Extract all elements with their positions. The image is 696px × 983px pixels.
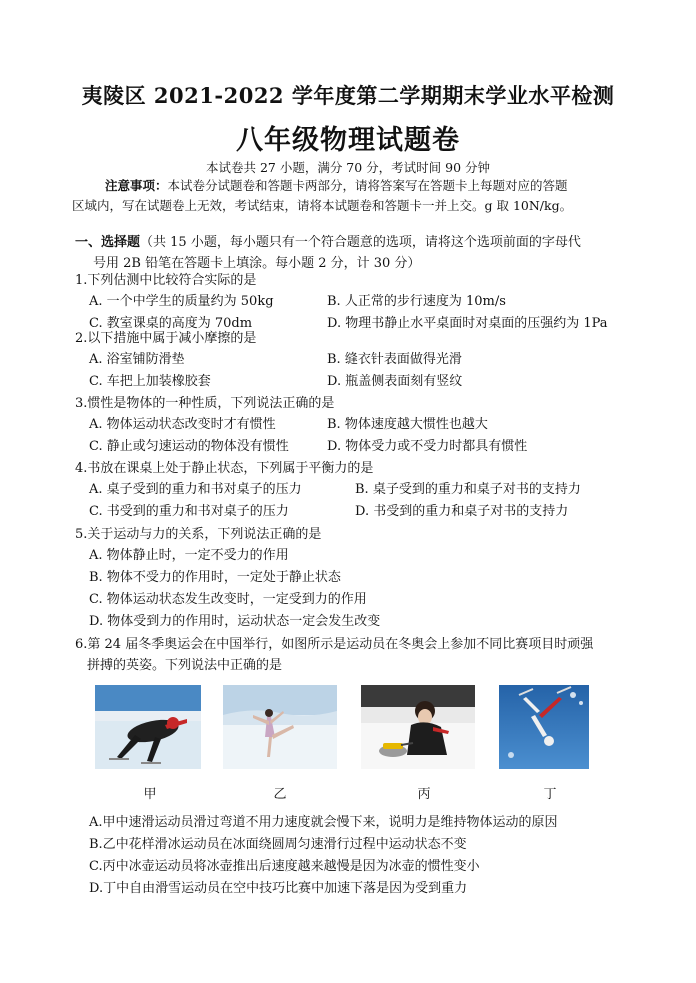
option-a: A. 浴室铺防滑垫 (89, 352, 185, 367)
option-d: D. 物体受力或不受力时都具有惯性 (327, 439, 528, 454)
notice-block (72, 176, 630, 216)
option-b: B. 物体速度越大惯性也越大 (327, 417, 488, 432)
option-a: A. 一个中学生的质量约为 50kg (89, 294, 274, 309)
option-row (75, 436, 635, 458)
option-d: D. 瓶盖侧表面刻有竖纹 (327, 374, 463, 389)
option-c: C. 车把上加装橡胶套 (89, 374, 211, 389)
option-b: B. 物体不受力的作用时，一定处于静止状态 (89, 570, 341, 585)
question-stem: 3.惯性是物体的一种性质，下列说法正确的是 (75, 396, 335, 411)
notice-line-1: 本试卷分试题卷和答题卡两部分，请将答案写在答题卡上每题对应的答题 (167, 178, 568, 193)
notice-line-2: 区域内，写在试题卷上无效，考试结束，请将本试题卷和答题卡一并上交。g 取 10N/kg。 (72, 198, 573, 213)
question-stem: 2.以下措施中属于减小摩擦的是 (75, 331, 257, 346)
option-a: A. 物体运动状态改变时才有惯性 (89, 417, 276, 432)
question-stem: 1.下列估测中比较符合实际的是 (75, 273, 257, 288)
option-c: C. 静止或匀速运动的物体没有惯性 (89, 439, 289, 454)
option-row (75, 501, 635, 523)
caption-ding: 丁 (543, 787, 557, 802)
option-c: C. 教室课桌的高度为 70dm (89, 316, 253, 331)
option-d: D. 物体受到力的作用时，运动状态一定会发生改变 (89, 614, 381, 629)
caption-jia: 甲 (143, 787, 157, 802)
section-title: 一、选择题 (75, 235, 141, 250)
olympics-photos (95, 685, 595, 775)
question-6 (75, 634, 635, 676)
question-stem: 5.关于运动与力的关系，下列说法正确的是 (75, 527, 322, 542)
option-b: B. 缝衣针表面做得光滑 (327, 352, 462, 367)
option-a: A. 桌子受到的重力和书对桌子的压力 (89, 482, 302, 497)
question-stem-line-2: 拼搏的英姿。下列说法中正确的是 (87, 658, 283, 673)
option-c: C. 物体运动状态发生改变时，一定受到力的作用 (89, 592, 367, 607)
option-row (75, 371, 635, 393)
option-d: D.丁中自由滑雪运动员在空中技巧比赛中加速下落是因为受到重力 (89, 881, 468, 896)
speed-skating-photo (95, 685, 201, 769)
section-instructions-1: （共 15 小题，每小题只有一个符合题意的选项，请将这个选项前面的字母代 (140, 235, 581, 250)
question-3 (75, 393, 635, 458)
option-b: B.乙中花样滑冰运动员在冰面绕圆周匀速滑行过程中运动状态不变 (89, 837, 467, 852)
notice-label: 注意事项： (105, 178, 168, 193)
question-5 (75, 524, 635, 633)
option-a: A.甲中速滑运动员滑过弯道不用力速度就会慢下来，说明力是维持物体运动的原因 (89, 815, 558, 830)
caption-bing: 丙 (417, 787, 431, 802)
aerial-skiing-photo (499, 685, 589, 769)
option-c: C.丙中冰壶运动员将冰壶推出后速度越来越慢是因为冰壶的惯性变小 (89, 859, 480, 874)
curling-photo (361, 685, 475, 769)
option-d: D. 书受到的重力和桌子对书的支持力 (355, 504, 569, 519)
option-row (75, 291, 635, 313)
option-row (75, 349, 635, 371)
option-a: A. 物体静止时，一定不受力的作用 (89, 548, 289, 563)
question-6-options (89, 812, 649, 900)
section-instructions-2: 号用 2B 铅笔在答题卡上填涂。每小题 2 分，计 30 分） (93, 256, 421, 271)
figure-skating-photo (223, 685, 337, 769)
option-c: C. 书受到的重力和书对桌子的压力 (89, 504, 289, 519)
section-header (75, 232, 635, 274)
option-d: D. 物理书静止水平桌面时对桌面的压强约为 1Pa (327, 316, 608, 331)
exam-title: 夷陵区 2021-2022 学年度第二学期期末学业水平检测 (81, 83, 615, 108)
caption-yi: 乙 (273, 787, 287, 802)
paper-subtitle: 八年级物理试题卷 (236, 125, 460, 156)
question-stem: 4.书放在课桌上处于静止状态，下列属于平衡力的是 (75, 461, 374, 476)
question-stem-line-1: 6.第 24 届冬季奥运会在中国举行，如图所示是运动员在冬奥会上参加不同比赛项目时顽强 (75, 637, 594, 652)
option-b: B. 人正常的步行速度为 10m/s (327, 294, 506, 309)
option-row (75, 414, 635, 436)
option-b: B. 桌子受到的重力和桌子对书的支持力 (355, 482, 581, 497)
exam-info: 本试卷共 27 小题，满分 70 分，考试时间 90 分钟 (205, 160, 491, 175)
option-row (75, 479, 635, 501)
question-1 (75, 270, 635, 335)
question-2 (75, 328, 635, 393)
question-4 (75, 458, 635, 523)
